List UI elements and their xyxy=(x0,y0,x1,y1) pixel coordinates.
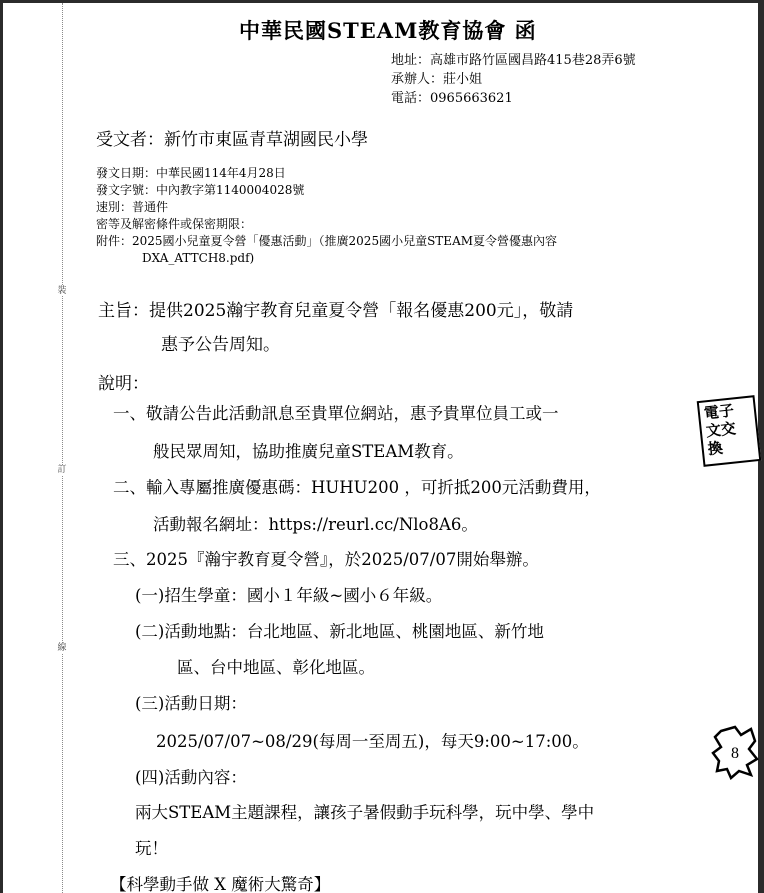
subject-block xyxy=(98,294,678,362)
sub-item-content-label: (四)活動內容： xyxy=(135,768,247,787)
binding-mark-ding: 訂 xyxy=(57,465,67,475)
confidentiality-level: 密等及解密條件或保密期限： xyxy=(96,217,253,231)
binding-mark-xian: 線 xyxy=(57,643,67,653)
explanation-label: 說明： xyxy=(98,374,149,394)
explanation-item-2: 二、輸入專屬推廣優惠碼：HUHU200 ，可折抵200元活動費用， xyxy=(113,478,601,497)
stamp-row-3: 換 xyxy=(706,438,724,459)
binding-line xyxy=(62,3,63,893)
attachment-filename[interactable]: DXA_ATTCH8.pdf) xyxy=(142,251,255,265)
stamp-row-2: 文交 xyxy=(704,419,737,441)
sub-item-enrollment: (一)招生學童：國小１年級~國小６年級。 xyxy=(135,586,443,605)
sub-item-location: (二)活動地點：台北地區、新北地區、桃園地區、新竹地 xyxy=(135,622,544,641)
binding-mark-zhuang: 裝 xyxy=(57,286,67,296)
issue-date: 發文日期：中華民國114年4月28日 xyxy=(96,166,286,180)
explanation-item-1-cont: 般民眾周知，協助推廣兒童STEAM教育。 xyxy=(153,442,464,461)
course-title: 【科學動手做 X 魔術大驚奇】 xyxy=(110,875,331,893)
subject-line: 主旨：提供2025瀚宇教育兒童夏令營「報名優惠200元」，敬請 xyxy=(98,301,574,321)
subject-continuation: 惠予公告周知。 xyxy=(161,335,280,355)
sub-item-dates-label: (三)活動日期： xyxy=(135,694,247,713)
sender-phone: 電話：0965663621 xyxy=(391,91,513,106)
sub-item-dates-value: 2025/07/07~08/29(每周一至周五)，每天9:00~17:00。 xyxy=(156,732,589,751)
explanation-item-1: 一、敬請公告此活動訊息至貴單位網站，惠予貴單位員工或一 xyxy=(113,404,559,423)
document-page[interactable] xyxy=(3,3,758,893)
page-number: 8 xyxy=(731,745,739,762)
sender-contact-block xyxy=(391,51,636,108)
document-title: 中華民國STEAM教育協會 函 xyxy=(239,18,537,43)
recipient: 受文者：新竹市東區青草湖國民小學 xyxy=(96,130,368,150)
sub-item-content-text-cont: 玩！ xyxy=(135,839,168,858)
page-number-seal xyxy=(711,725,759,780)
document-number: 發文字號：中內教字第1140004028號 xyxy=(96,183,305,197)
signup-url[interactable]: 活動報名網址：https://reurl.cc/Nlo8A6。 xyxy=(153,515,478,534)
delivery-speed: 速別：普通件 xyxy=(96,200,169,214)
sender-address: 地址：高雄市路竹區國昌路415巷28弄6號 xyxy=(391,53,636,68)
attachment-line[interactable]: 附件：2025國小兒童夏令營「優惠活動」（推廣2025國小兒童STEAM夏令營優惠內容 xyxy=(96,234,558,248)
sub-item-location-cont: 區、台中地區、彰化地區。 xyxy=(177,658,375,677)
document-meta xyxy=(96,165,557,267)
sub-item-content-text: 兩大STEAM主題課程，讓孩子暑假動手玩科學，玩中學、學中 xyxy=(135,803,595,822)
electronic-exchange-stamp xyxy=(697,395,762,467)
sender-contact-person: 承辦人：莊小姐 xyxy=(391,72,483,87)
stamp-row-1: 電子 xyxy=(703,401,735,423)
explanation-item-3: 三、2025『瀚宇教育夏令營』，於2025/07/07開始舉辦。 xyxy=(113,550,539,569)
